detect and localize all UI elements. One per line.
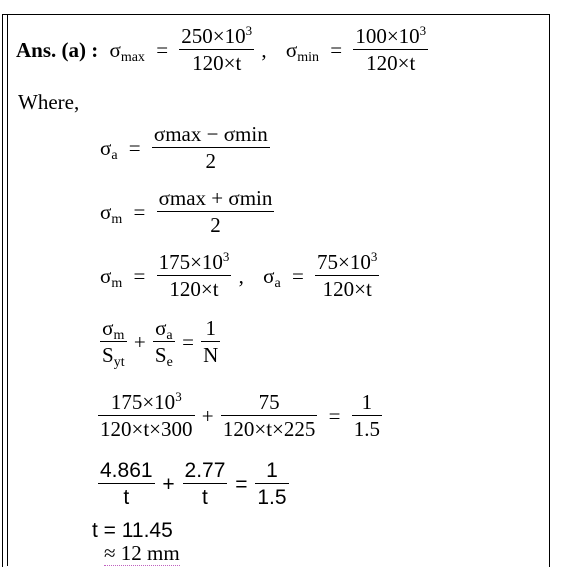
- simplified-term-1: $\frac{4.861}{t}$: [100, 459, 153, 509]
- sigma-m-fraction: [157, 188, 275, 236]
- sigma-max-symbol: σmax: [109, 37, 145, 65]
- sigma-min-fraction: $\frac{100\times 10^3}{120\times t}$: [355, 23, 427, 75]
- simplified-equation: $\frac{4.861}{t}$ + $\frac{2.77}{t}$ = $\frac{1}{1.5}$: [100, 459, 287, 509]
- stress-values-equation: σm = $\frac{175\times 10^3}{120\times t}$ , σa = $\frac{75\times 10^3}{120\times t}$: [100, 249, 378, 301]
- sigma-max-fraction: $\frac{250\times 10^3}{120\times t}$: [181, 23, 253, 75]
- sigma-m-numerator: σmax + σmin: [158, 186, 273, 210]
- substitution-term-1: $\frac{175\times 10^3}{120\times t\times 300}$: [100, 389, 193, 441]
- substitution-equation: $\frac{175\times 10^3}{120\times t\times 300}$ + $\frac{75}{120\times t\times 225}$ = $\frac{1}{1.5}$: [100, 389, 380, 441]
- sigma-min-symbol: σmin: [285, 37, 319, 65]
- sigma-m-denominator: 2: [157, 211, 275, 236]
- sigma-max-numerator: 250×10: [181, 24, 246, 48]
- sigma-a-fraction: [152, 124, 270, 172]
- one-over-n: $\frac{1}{N}$: [203, 316, 219, 367]
- sa-over-se: $\frac{\sigma a}{Se}$: [154, 316, 173, 370]
- answer-frame-inner-rule: [7, 14, 8, 566]
- sigma-a-definition: σa = $\frac{\sigma\max - \sigma\min}{2}$: [100, 122, 268, 173]
- sigma-m-definition: σm = $\frac{\sigma\max + \sigma\min}{2}$: [100, 186, 273, 237]
- sigma-a-value-fraction: $\frac{75\times 10^3}{120\times t}$: [317, 249, 378, 301]
- answer-header-equation: Ans. (a) : σmax = $\frac{250\times 10^3}{120\times t}$ , σmin = $\frac{100\times 10^3}{120\times t}$: [16, 23, 427, 75]
- substitution-rhs: $\frac{1}{1.5}$: [353, 390, 380, 441]
- answer-label: Ans. (a) :: [16, 37, 99, 62]
- substitution-term-2: $\frac{75}{120\times t\times 225}$: [222, 390, 316, 441]
- where-label: Where,: [18, 90, 80, 114]
- simplified-term-2: $\frac{2.77}{t}$: [184, 459, 226, 509]
- sigma-m-value-fraction: $\frac{175\times 10^3}{120\times t}$: [158, 249, 230, 301]
- sigma-a-denominator: 2: [152, 147, 270, 172]
- t-result: t = 11.45: [92, 519, 173, 542]
- sm-over-syt: $\frac{\sigma m}{\text{Syt}}$: [102, 316, 125, 370]
- soderberg-equation: $\frac{\sigma m}{\text{Syt}}$ + $\frac{\sigma a}{Se}$ = $\frac{1}{N}$: [102, 316, 219, 370]
- sigma-min-numerator: 100×10: [355, 24, 420, 48]
- sigma-min-denominator: 120×t: [353, 49, 428, 74]
- simplified-rhs: $\frac{1}{1.5}$: [257, 459, 287, 509]
- sigma-a-numerator: σmax − σmin: [153, 122, 268, 146]
- sigma-max-denominator: 120×t: [179, 49, 254, 74]
- t-approx-result: ≈ 12 mm: [104, 541, 180, 565]
